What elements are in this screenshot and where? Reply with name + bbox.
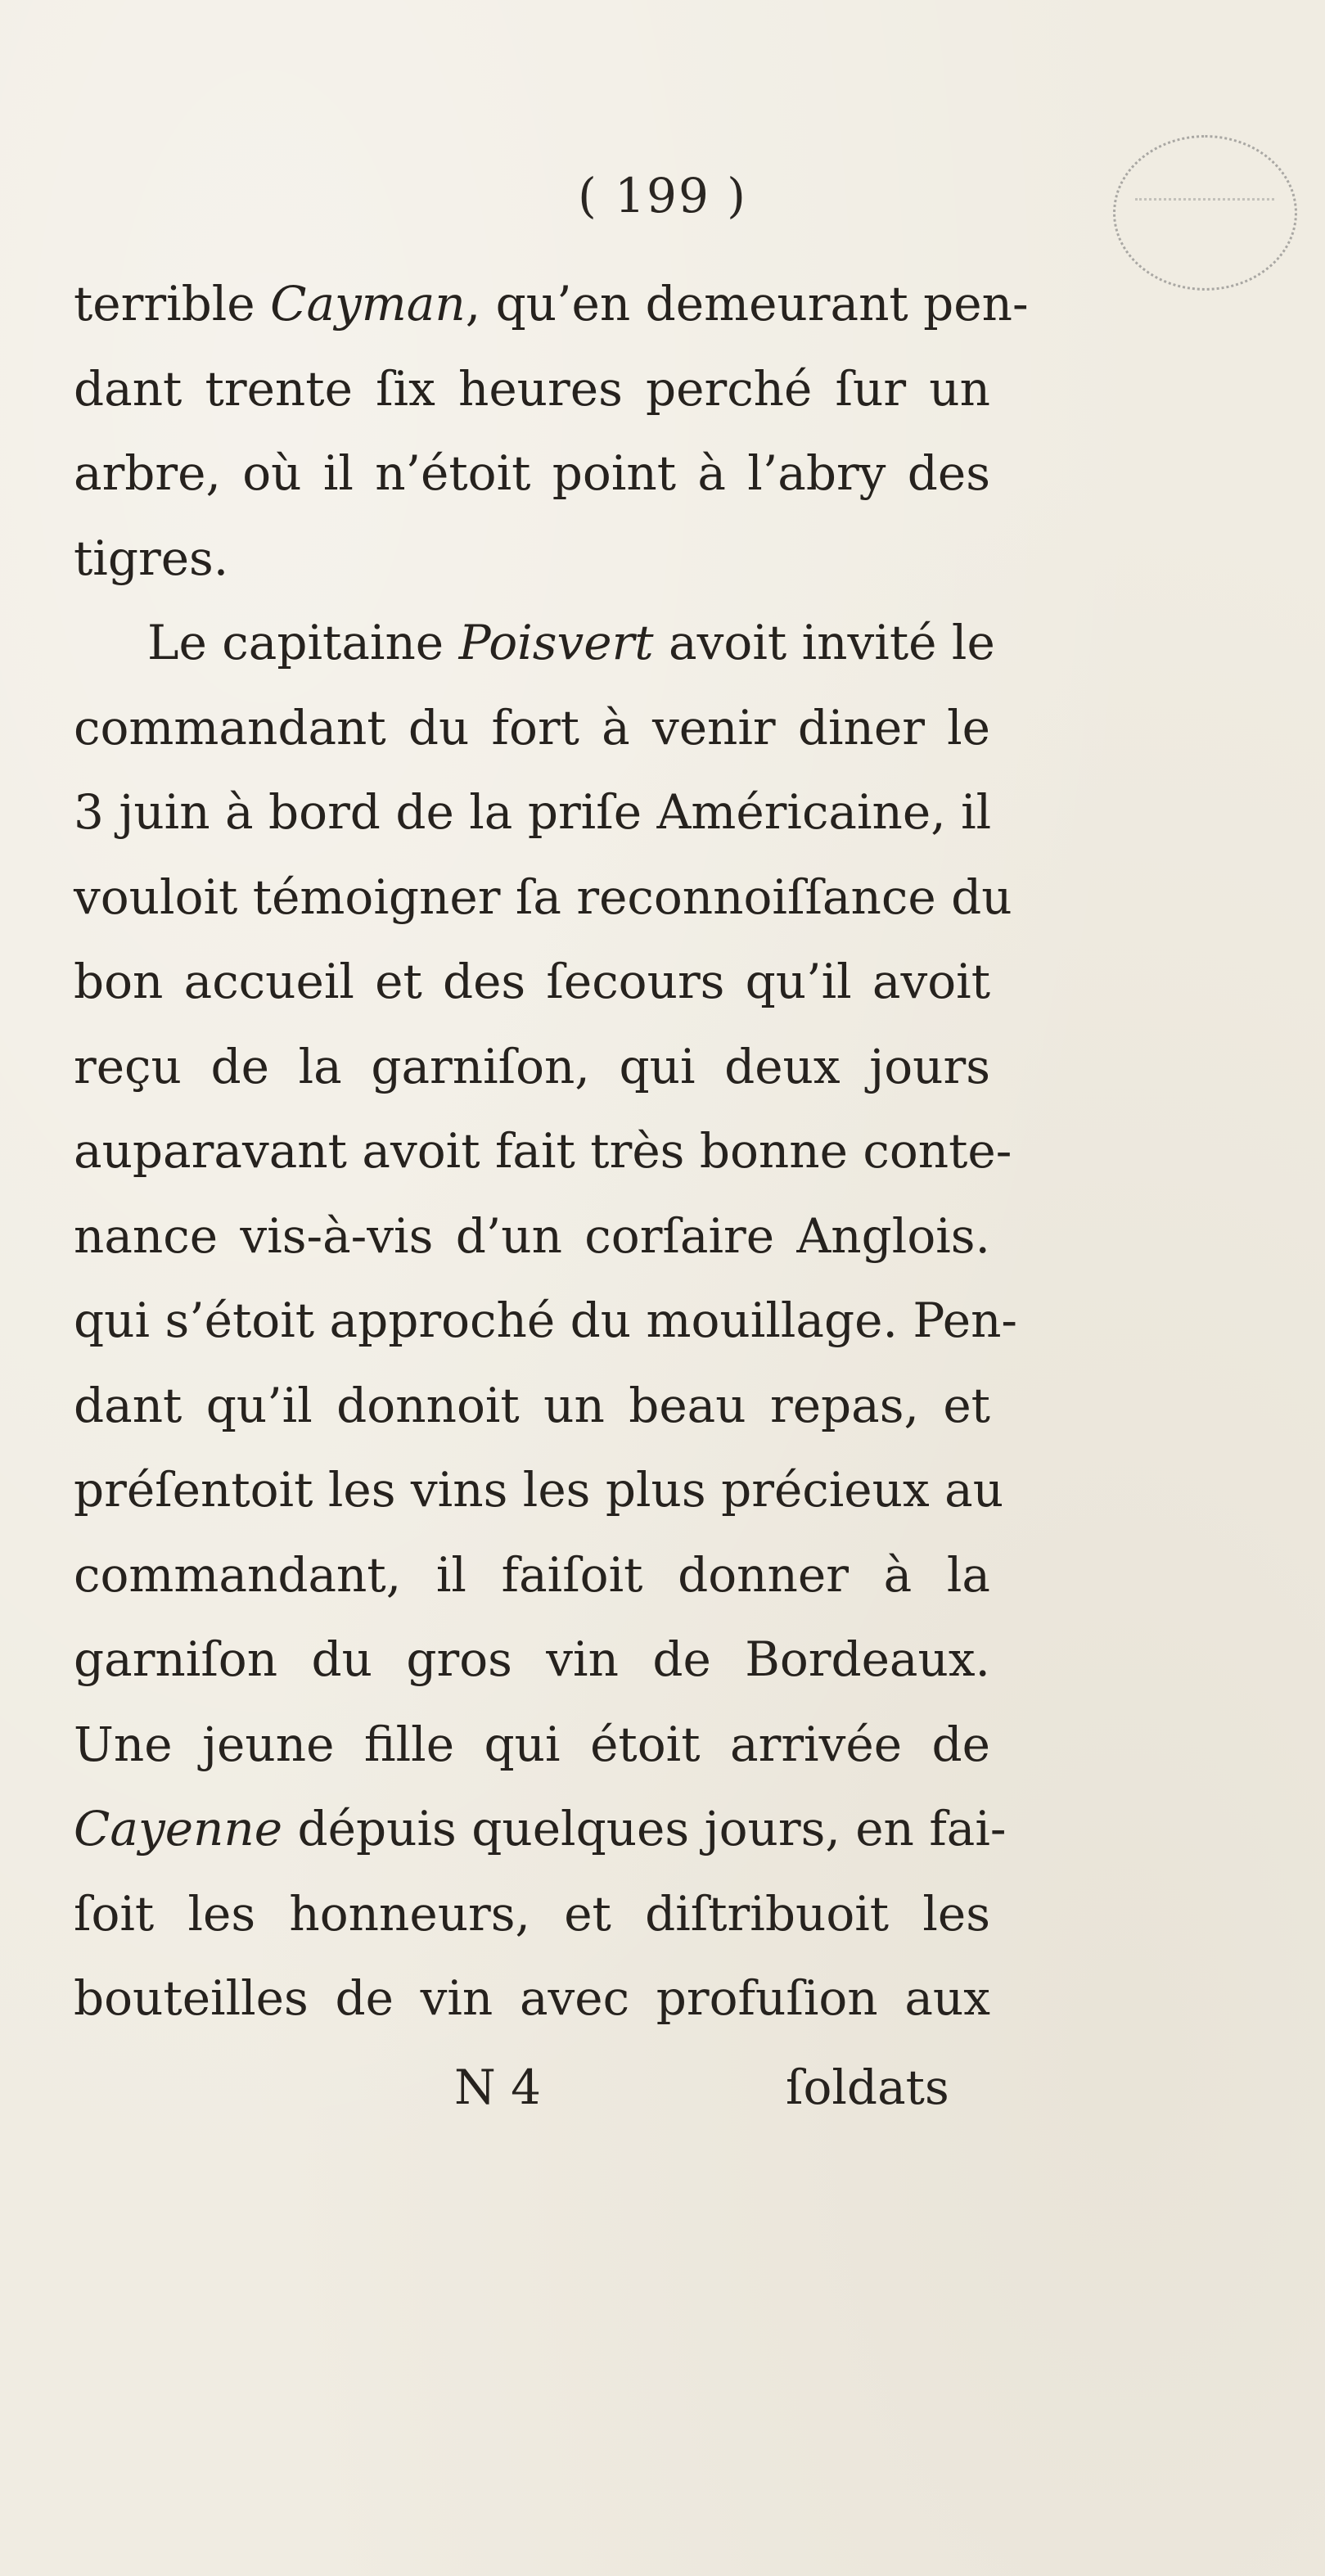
text-line [74, 1025, 990, 1110]
text-segment: nance vis-à-vis d’un corſaire Anglois. [74, 1207, 990, 1264]
text-line [74, 940, 990, 1025]
italic-text: Poisvert [458, 615, 654, 670]
text-segment: bon accueil et des ſecours qu’il avoit [74, 954, 990, 1009]
text-line [74, 1617, 990, 1703]
text-segment: avoit invité le [653, 615, 995, 670]
text-segment: commandant du fort à venir diner le [74, 699, 990, 756]
text-line [74, 1448, 1004, 1533]
folio-text: ( 199 ) [578, 168, 747, 223]
text-segment: ſoit les honneurs, et diſtribuoit les [74, 1885, 990, 1942]
text-segment: terrible [74, 276, 271, 332]
text-segment: bouteilles de vin avec profuſion aux [74, 1970, 990, 2026]
text-line [74, 1872, 990, 1957]
text-line [74, 262, 1029, 347]
text-line [74, 1787, 1007, 1872]
text-segment: garniſon du gros vin de Bordeaux. [74, 1631, 990, 1687]
text-line [74, 686, 990, 771]
text-line [74, 1956, 990, 2041]
text-segment: dépuis quelques jours, en fai- [282, 1801, 1007, 1856]
text-segment: Le capitaine [147, 615, 459, 670]
text-segment: reçu de la garniſon, qui deux jours [74, 1038, 990, 1094]
text-line [74, 1703, 990, 1788]
page-footer [0, 2046, 1325, 2128]
signature-mark: N 4 [454, 2059, 542, 2115]
text-segment: 3 juin à bord de la priſe Américaine, il [74, 784, 992, 840]
text-segment: commandant, il faiſoit donner à la [74, 1546, 990, 1603]
text-segment: vouloit témoigner ſa reconnoiſſance du [74, 868, 1012, 925]
page-number [0, 168, 1325, 223]
text-segment: dant trente ſix heures perché ſur un [74, 360, 990, 417]
text-segment: qui s’étoit approché du mouillage. Pen- [74, 1293, 1018, 1348]
text-line [74, 601, 995, 686]
text-line [74, 770, 990, 855]
text-line [74, 1194, 990, 1279]
text-line [74, 517, 990, 602]
text-segment: Une jeune fille qui étoit arrivée de [74, 1716, 990, 1772]
text-segment: , qu’en demeurant pen- [465, 276, 1029, 332]
text-line [74, 347, 990, 432]
text-line [74, 1279, 1018, 1364]
text-segment: préſentoit les vins les plus précieux au [74, 1462, 1004, 1518]
catchword: ſoldats [786, 2059, 949, 2115]
text-segment: tigres. [74, 530, 229, 586]
text-line [74, 1109, 1012, 1194]
text-line [74, 431, 990, 517]
italic-text: Cayman [270, 276, 466, 332]
text-line [74, 1533, 990, 1618]
text-line [74, 1364, 990, 1449]
italic-text: Cayenne [74, 1801, 283, 1856]
text-segment: dant qu’il donnoit un beau repas, et [74, 1377, 990, 1433]
text-line [74, 855, 1012, 941]
text-segment: auparavant avoit fait très bonne conte- [74, 1123, 1012, 1179]
body-text [74, 262, 1029, 2041]
text-segment: arbre, où il n’étoit point à l’abry des [74, 445, 990, 501]
